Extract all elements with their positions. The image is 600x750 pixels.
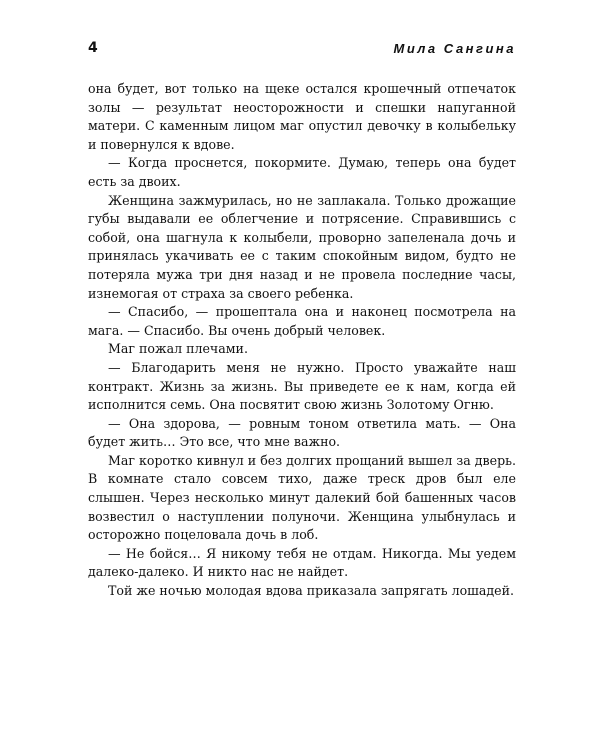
- running-head-author: Мила Сангина: [393, 41, 516, 56]
- paragraph: — Она здорова, — ровным тоном ответила мать. — Она будет жить… Это все, что мне важно.: [88, 415, 516, 450]
- paragraph-continued: она будет, вот только на щеке остался крошечный отпечаток золы — результат неосторожности и спешки напуганной матери. С каменным лицом маг опустил девочку в колыбельку и повернулся к вдове.: [88, 81, 516, 152]
- paragraph: Маг коротко кивнул и без долгих прощаний вышел за дверь. В комнате стало совсем тихо, даже треск дров был еле слышен. Через несколько минут далекий бой башенных часов возвестил о наступлении полуночи. Женщина улыбнулась и осторожно поцеловала дочь в лоб.: [88, 452, 516, 543]
- paragraph: Женщина зажмурилась, но не заплакала. Только дрожащие губы выдавали ее облегчение и потрясение. Справившись с собой, она шагнула к колыбели, проворно запеленала дочь и принялась укачивать ее с таким спокойным видом, будто не потеряла мужа три дня назад и не провела последние часы, изнемогая от страха за своего ребенка.: [88, 192, 516, 301]
- paragraph: — Благодарить меня не нужно. Просто уважайте наш контракт. Жизнь за жизнь. Вы приведете ее к нам, когда ей исполнится семь. Она посвятит свою жизнь Золотому Огню.: [88, 359, 516, 413]
- page-number: 4: [88, 40, 98, 56]
- paragraph: — Когда проснется, покормите. Думаю, теперь она будет есть за двоих.: [88, 155, 516, 189]
- paragraph: — Не бойся… Я никому тебя не отдам. Никогда. Мы уедем далеко-далеко. И никто нас не найдет.: [88, 545, 516, 580]
- body-text: [88, 80, 516, 601]
- paragraph: Той же ночью молодая вдова приказала запрягать лошадей.: [108, 583, 514, 599]
- paragraph: Маг пожал плечами.: [108, 341, 248, 357]
- paragraph: — Спасибо, — прошептала она и наконец посмотрела на мага. — Спасибо. Вы очень добрый человек.: [88, 304, 516, 338]
- page-header: [88, 40, 516, 62]
